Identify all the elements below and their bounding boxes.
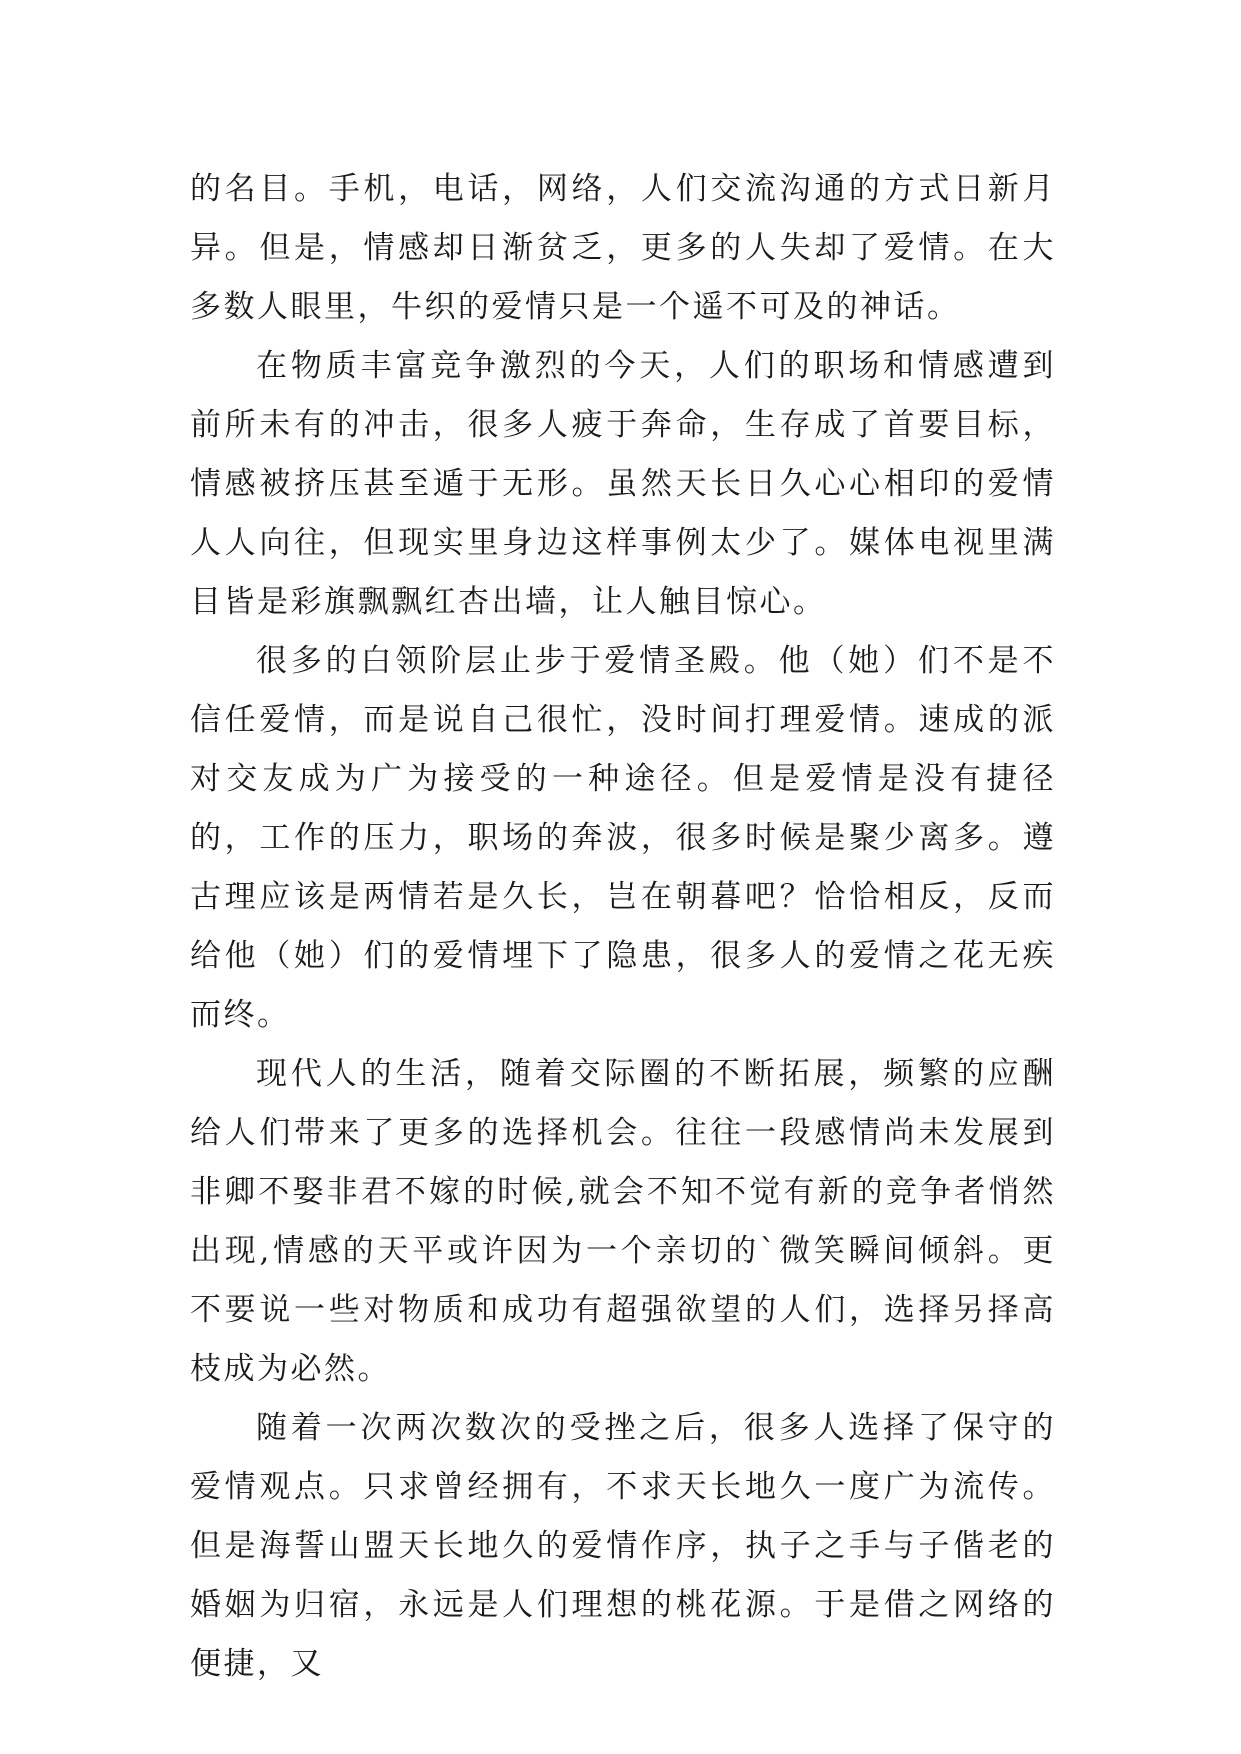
paragraph-2: 在物质丰富竞争激烈的今天，人们的职场和情感遭到前所未有的冲击，很多人疲于奔命，生存成了首要目标，情感被挤压甚至遁于无形。虽然天长日久心心相印的爱情人人向往，但现实里身边这样事例太少了。媒体电视里满目皆是彩旗飘飘红杏出墙，让人触目惊心。: [190, 348, 1056, 620]
document-body: [190, 160, 1056, 1694]
paragraph-4: 现代人的生活，随着交际圈的不断拓展，频繁的应酬给人们带来了更多的选择机会。往往一段感情尚未发展到非卿不娶非君不嫁的时候,就会不知不觉有新的竞争者悄然出现,情感的天平或许因为一个亲切的`微笑瞬间倾斜。更不要说一些对物质和成功有超强欲望的人们，选择另择高枝成为必然。: [190, 1056, 1056, 1387]
paragraph-5: 随着一次两次数次的受挫之后，很多人选择了保守的爱情观点。只求曾经拥有，不求天长地久一度广为流传。但是海誓山盟天长地久的爱情作序，执子之手与子偕老的婚姻为归宿，永远是人们理想的桃花源。于是借之网络的便捷，又: [190, 1410, 1056, 1682]
paragraph-1: 的名目。手机，电话，网络，人们交流沟通的方式日新月异。但是，情感却日渐贫乏，更多的人失却了爱情。在大多数人眼里，牛织的爱情只是一个遥不可及的神话。: [190, 171, 1056, 325]
paragraph-3: 很多的白领阶层止步于爱情圣殿。他（她）们不是不信任爱情，而是说自己很忙，没时间打理爱情。速成的派对交友成为广为接受的一种途径。但是爱情是没有捷径的，工作的压力，职场的奔波，很多时候是聚少离多。遵古理应该是两情若是久长，岂在朝暮吧？恰恰相反，反而给他（她）们的爱情埋下了隐患，很多人的爱情之花无疾而终。: [190, 643, 1056, 1033]
